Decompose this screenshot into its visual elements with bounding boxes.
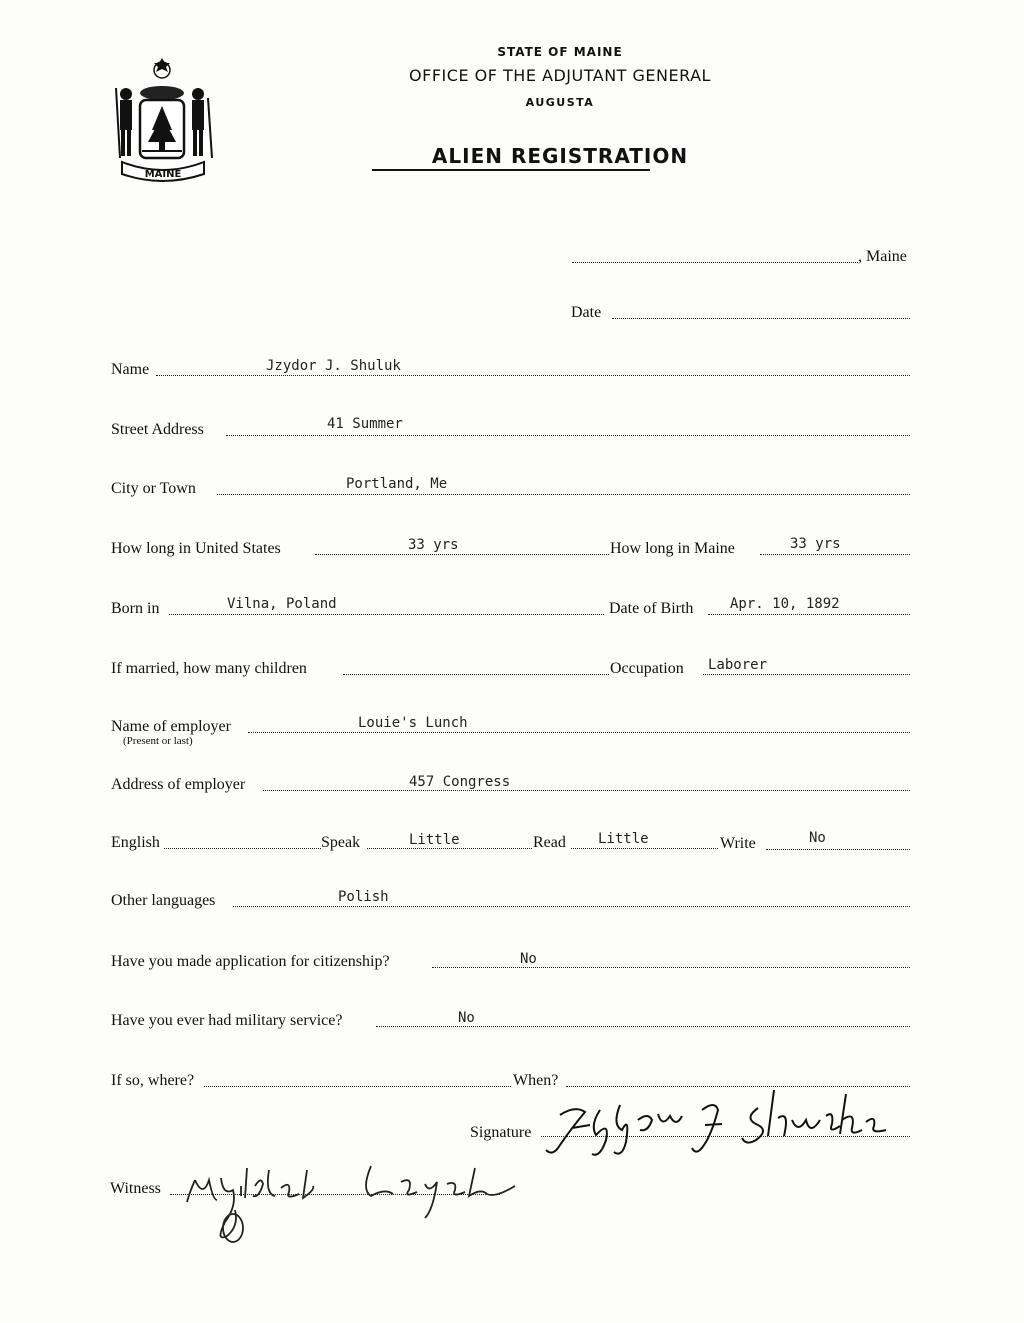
witness-signature — [175, 1150, 545, 1250]
form-title: ALIEN REGISTRATION — [431, 144, 689, 168]
city-label: City or Town — [111, 480, 196, 497]
street-label: Street Address — [111, 421, 204, 438]
english-label: English — [111, 834, 160, 851]
occupation-field[interactable] — [703, 674, 910, 675]
citizenship-value: No — [520, 951, 537, 967]
signature-label: Signature — [470, 1124, 532, 1141]
maine-label: How long in Maine — [610, 540, 735, 557]
employer-value: Louie's Lunch — [358, 715, 468, 731]
us-label: How long in United States — [111, 540, 281, 557]
place-field[interactable] — [572, 262, 858, 263]
dob-field[interactable] — [708, 614, 910, 615]
us-value: 33 yrs — [408, 537, 459, 553]
read-value: Little — [598, 831, 649, 847]
read-field[interactable] — [571, 848, 718, 849]
other-lang-value: Polish — [338, 889, 389, 905]
when-label: When? — [513, 1072, 559, 1089]
dob-value: Apr. 10, 1892 — [730, 596, 840, 612]
born-value: Vilna, Poland — [227, 596, 337, 612]
born-label: Born in — [111, 600, 160, 617]
children-label: If married, how many children — [111, 660, 307, 677]
date-label: Date — [571, 304, 602, 321]
witness-label: Witness — [110, 1180, 161, 1197]
write-label: Write — [720, 835, 756, 852]
handwritten-signature — [530, 1080, 900, 1160]
read-label: Read — [533, 834, 566, 851]
maine-value: 33 yrs — [790, 536, 841, 552]
header-office: OFFICE OF THE ADJUTANT GENERAL — [409, 66, 711, 85]
born-field[interactable] — [169, 614, 604, 615]
where-label: If so, where? — [111, 1072, 195, 1089]
employer-note: (Present or last) — [123, 735, 193, 747]
header-state: STATE OF MAINE — [497, 45, 623, 59]
name-value: Jzydor J. Shuluk — [266, 358, 401, 374]
name-label: Name — [111, 361, 150, 378]
name-field[interactable] — [156, 375, 910, 376]
military-label: Have you ever had military service? — [111, 1012, 343, 1029]
english-field[interactable] — [164, 848, 321, 849]
employer-addr-label: Address of employer — [111, 776, 246, 793]
citizenship-label: Have you made application for citizenship? — [111, 953, 390, 970]
city-field[interactable] — [217, 494, 910, 495]
other-lang-field[interactable] — [233, 906, 910, 907]
occupation-label: Occupation — [610, 660, 684, 677]
write-field[interactable] — [766, 849, 910, 850]
street-field[interactable] — [226, 435, 910, 436]
speak-label: Speak — [321, 834, 361, 851]
where-field[interactable] — [204, 1086, 511, 1087]
citizenship-field[interactable] — [432, 967, 910, 968]
children-field[interactable] — [343, 674, 609, 675]
state-seal — [112, 58, 222, 188]
date-field[interactable] — [612, 318, 910, 319]
employer-addr-field[interactable] — [263, 790, 910, 791]
header-city: AUGUSTA — [525, 96, 595, 109]
maine-field[interactable] — [760, 554, 910, 555]
title-underline — [372, 169, 650, 171]
employer-label: Name of employer — [111, 718, 231, 735]
employer-field[interactable] — [248, 732, 910, 733]
city-value: Portland, Me — [346, 476, 448, 492]
dob-label: Date of Birth — [609, 600, 694, 617]
seal-text: MAINE — [144, 169, 182, 180]
military-field[interactable] — [376, 1026, 910, 1027]
employer-addr-value: 457 Congress — [409, 774, 511, 790]
place-suffix: , Maine — [858, 248, 907, 265]
occupation-value: Laborer — [708, 657, 768, 673]
military-value: No — [458, 1010, 475, 1026]
us-field[interactable] — [315, 554, 609, 555]
speak-value: Little — [409, 832, 460, 848]
street-value: 41 Summer — [327, 416, 403, 432]
write-value: No — [809, 830, 826, 846]
other-lang-label: Other languages — [111, 892, 216, 909]
speak-field[interactable] — [367, 848, 532, 849]
